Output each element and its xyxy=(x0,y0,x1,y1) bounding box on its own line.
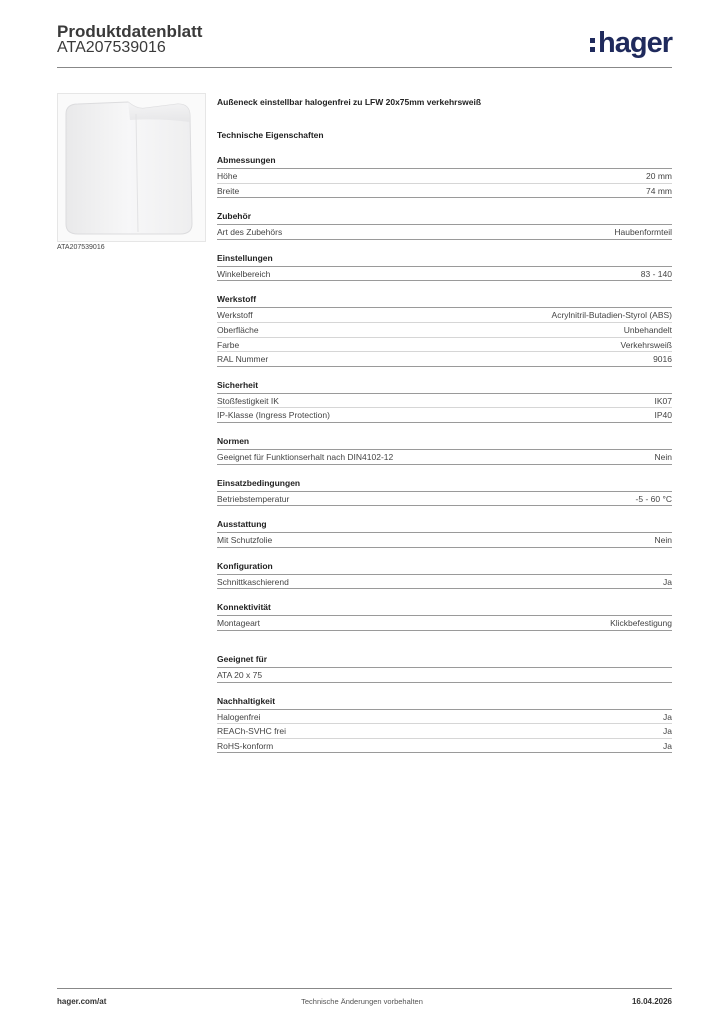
spec-row xyxy=(217,267,672,282)
footer-note: Technische Änderungen vorbehalten xyxy=(301,997,423,1006)
spec-value: Ja xyxy=(663,740,672,751)
spec-label: Breite xyxy=(217,185,240,196)
section-title: Sicherheit xyxy=(217,380,672,394)
technical-properties-heading: Technische Eigenschaften xyxy=(217,130,324,140)
section-title: Konfiguration xyxy=(217,561,672,575)
spec-value: 9016 xyxy=(653,354,672,365)
hager-logo xyxy=(590,28,672,58)
spec-value: Ja xyxy=(663,726,672,737)
spec-value: Ja xyxy=(663,576,672,587)
spec-row xyxy=(217,184,672,199)
spec-label: RAL Nummer xyxy=(217,354,269,365)
spec-label: Betriebstemperatur xyxy=(217,493,290,504)
spec-label: ATA 20 x 75 xyxy=(217,669,263,680)
logo-text: hager xyxy=(598,27,672,59)
spec-row xyxy=(217,225,672,240)
section-werkstoff xyxy=(217,294,672,366)
spec-row xyxy=(217,394,672,409)
spec-value: 74 mm xyxy=(646,185,672,196)
spec-label: Art des Zubehörs xyxy=(217,227,283,238)
corner-piece-icon xyxy=(58,94,205,241)
spec-row xyxy=(217,739,672,754)
spec-label: Halogenfrei xyxy=(217,711,261,722)
spec-row xyxy=(217,492,672,507)
spec-value: Nein xyxy=(654,451,672,462)
footer-divider xyxy=(57,988,672,989)
section-title: Ausstattung xyxy=(217,519,672,533)
spec-row xyxy=(217,323,672,338)
spec-row xyxy=(217,408,672,423)
spec-row xyxy=(217,616,672,631)
spec-value: Klickbefestigung xyxy=(610,618,672,629)
spec-label: IP-Klasse (Ingress Protection) xyxy=(217,410,330,421)
spec-content xyxy=(217,97,672,753)
spec-row xyxy=(217,533,672,548)
spec-row xyxy=(217,724,672,739)
spec-label: Montageart xyxy=(217,618,260,629)
section-konnektivitaet xyxy=(217,602,672,631)
section-ausstattung xyxy=(217,519,672,548)
section-title: Einsatzbedingungen xyxy=(217,478,672,492)
spec-row xyxy=(217,352,672,367)
section-title: Zubehör xyxy=(217,211,672,225)
document-title: Produktdatenblatt xyxy=(57,22,203,41)
spec-row xyxy=(217,169,672,184)
section-sicherheit xyxy=(217,380,672,423)
spec-value: 20 mm xyxy=(646,171,672,181)
spec-label: Winkelbereich xyxy=(217,268,271,279)
spec-label: Stoßfestigkeit IK xyxy=(217,395,279,406)
spec-label: Farbe xyxy=(217,339,240,350)
spec-label: REACh-SVHC frei xyxy=(217,726,286,737)
spec-value: Acrylnitril-Butadien-Styrol (ABS) xyxy=(551,310,672,321)
spec-label: Schnittkaschierend xyxy=(217,576,289,587)
spec-label: Mit Schutzfolie xyxy=(217,535,273,546)
spec-value: Verkehrsweiß xyxy=(620,339,672,350)
spec-row xyxy=(217,668,672,683)
section-title: Abmessungen xyxy=(217,155,672,169)
section-title: Geeignet für xyxy=(217,654,672,668)
section-nachhaltigkeit xyxy=(217,696,672,754)
spec-label: Geeignet für Funktionserhalt nach DIN4102-12 xyxy=(217,451,394,462)
spec-value: Nein xyxy=(654,535,672,546)
spec-value: IP40 xyxy=(654,410,672,421)
spec-value: Unbehandelt xyxy=(623,324,672,335)
section-einsatzbedingungen xyxy=(217,478,672,507)
spec-label: Werkstoff xyxy=(217,310,253,321)
section-title: Werkstoff xyxy=(217,294,672,308)
section-title: Einstellungen xyxy=(217,253,672,267)
section-einstellungen xyxy=(217,253,672,282)
section-konfiguration xyxy=(217,561,672,590)
logo-dots-icon xyxy=(590,38,595,52)
section-zubehoer xyxy=(217,211,672,240)
spec-row xyxy=(217,575,672,590)
header-divider xyxy=(57,67,672,68)
spec-row xyxy=(217,308,672,323)
footer-website: hager.com/at xyxy=(57,997,107,1006)
image-caption: ATA207539016 xyxy=(57,244,105,251)
article-number: ATA207539016 xyxy=(57,39,166,56)
spec-row xyxy=(217,450,672,465)
spec-value: 83 - 140 xyxy=(640,268,672,279)
section-abmessungen xyxy=(217,155,672,198)
section-title: Normen xyxy=(217,436,672,450)
section-title: Konnektivität xyxy=(217,602,672,616)
spec-value: Ja xyxy=(663,711,672,722)
spec-row xyxy=(217,338,672,353)
spec-value: IK07 xyxy=(654,395,672,406)
spec-label: Höhe xyxy=(217,171,238,181)
product-name: Außeneck einstellbar halogenfrei zu LFW 20x75mm verkehrsweiß xyxy=(217,97,482,107)
spec-label: RoHS-konform xyxy=(217,740,274,751)
footer-date: 16.04.2026 xyxy=(631,997,672,1006)
section-normen xyxy=(217,436,672,465)
spec-value: Haubenformteil xyxy=(614,227,672,238)
product-image xyxy=(57,93,206,242)
section-geeignet-fuer xyxy=(217,654,672,683)
section-title: Nachhaltigkeit xyxy=(217,696,672,710)
spec-label: Oberfläche xyxy=(217,324,259,335)
spec-row xyxy=(217,710,672,725)
spec-value: -5 - 60 °C xyxy=(635,493,672,504)
